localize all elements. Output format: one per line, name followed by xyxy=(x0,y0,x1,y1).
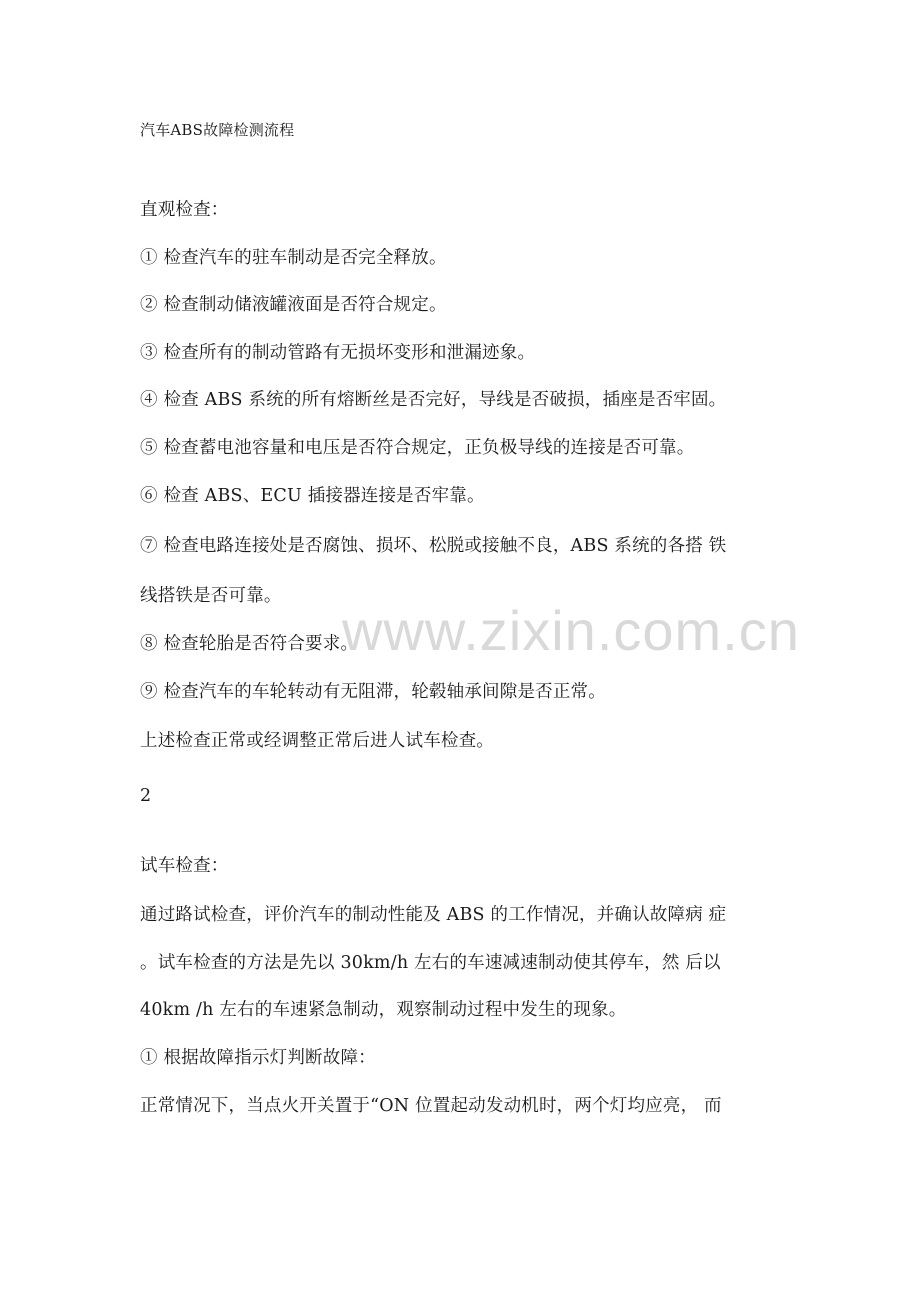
visual-check-item-continuation: 线搭铁是否可靠。 xyxy=(140,586,282,606)
road-test-paragraph-line: 正常情况下，当点火开关置于“ON 位置起动发动机时，两个灯均应亮， 而 xyxy=(140,1096,722,1116)
visual-check-heading: 直观检查： xyxy=(140,200,229,220)
visual-check-item: ① 检查汽车的驻车制动是否完全释放。 xyxy=(140,248,447,268)
road-test-paragraph-line: 通过路试检查，评价汽车的制动性能及 ABS 的工作情况，并确认故障病 症 xyxy=(140,905,727,925)
watermark: www.zixin.com.cn xyxy=(342,599,800,662)
visual-check-item: ④ 检查 ABS 系统的所有熔断丝是否完好，导线是否破损，插座是否牢固。 xyxy=(140,390,727,410)
visual-check-item: ⑤ 检查蓄电池容量和电压是否符合规定，正负极导线的连接是否可靠。 xyxy=(140,438,695,458)
fault-light-subheading: ① 根据故障指示灯判断故障： xyxy=(140,1048,376,1068)
visual-check-item: ⑦ 检查电路连接处是否腐蚀、损坏、松脱或接触不良，ABS 系统的各搭 铁 xyxy=(140,536,727,556)
visual-check-conclusion: 上述检查正常或经调整正常后进人试车检查。 xyxy=(140,731,494,751)
visual-check-item: ③ 检查所有的制动管路有无损坏变形和泄漏迹象。 xyxy=(140,343,536,363)
visual-check-item: ⑨ 检查汽车的车轮转动有无阻滞，轮毂轴承间隙是否正常。 xyxy=(140,682,606,702)
document-title: 汽车ABS故障检测流程 xyxy=(140,121,295,139)
road-test-paragraph-line: 。试车检查的方法是先以 30km/h 左右的车速减速制动使其停车，然 后以 xyxy=(140,953,721,973)
visual-check-item: ⑧ 检查轮胎是否符合要求。 xyxy=(140,634,359,654)
road-test-heading: 试车检查： xyxy=(140,856,229,876)
visual-check-item: ② 检查制动储液罐液面是否符合规定。 xyxy=(140,295,447,315)
road-test-paragraph-line: 40km /h 左右的车速紧急制动，观察制动过程中发生的现象。 xyxy=(140,1000,627,1020)
page-number: 2 xyxy=(140,786,152,806)
visual-check-item: ⑥ 检查 ABS、ECU 插接器连接是否牢靠。 xyxy=(140,486,485,506)
